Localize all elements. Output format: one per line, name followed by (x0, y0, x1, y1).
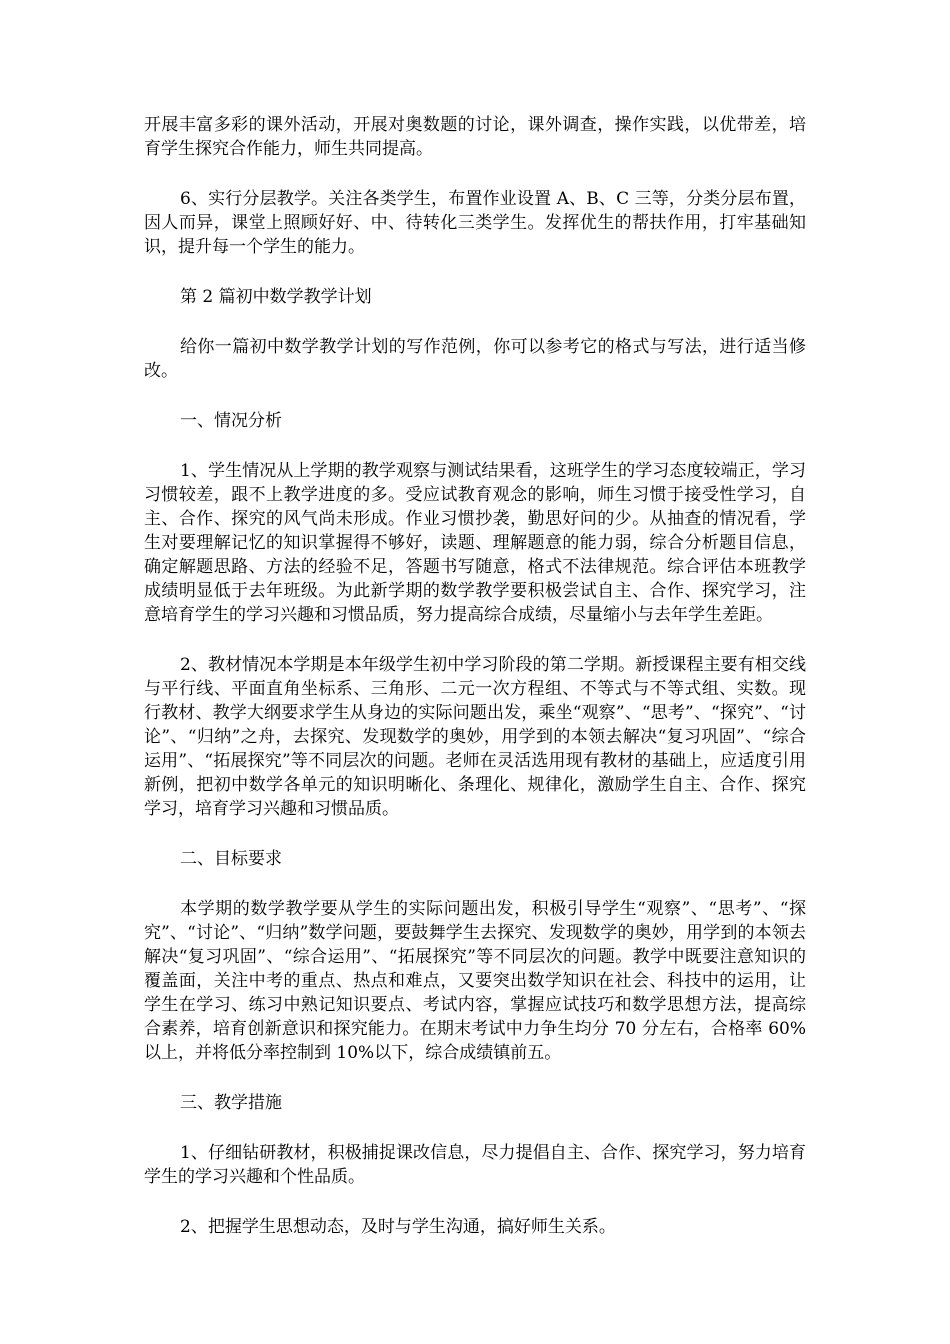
document-paragraph: 一、情况分析 (180, 411, 282, 431)
document-body (144, 113, 806, 1265)
document-paragraph: 2、教材情况本学期是本年级学生初中学习阶段的第二学期。新授课程主要有相交线与平行线、平面直角坐标系、三角形、二元一次方程组、不等式与不等式组、实数。现行教材、教学大纲要求学生从身边的实际问题出发，乘坐“观察”、“思考”、“探究”、“讨论”、“归纳”之舟，去探究、发现数学的奥妙，用学到的本领去解决“复习巩固”、“综合运用”、“拓展探究”等不同层次的问题。老师在灵活选用现有教材的基础上，应适度引用新例，把初中数学各单元的知识明晰化、条理化、规律化，激励学生自主、合作、探究学习，培育学习兴趣和习惯品质。 (144, 655, 806, 819)
document-paragraph: 三、教学措施 (180, 1093, 282, 1113)
document-paragraph: 1、学生情况从上学期的教学观察与测试结果看，这班学生的学习态度较端正，学习习惯较差，跟不上教学进度的多。受应试教育观念的影响，师生习惯于接受性学习，自主、合作、探究的风气尚未形成。作业习惯抄袭，勤思好问的少。从抽查的情况看，学生对要理解记忆的知识掌握得不够好，读题、理解题意的能力弱，综合分析题目信息，确定解题思路、方法的经验不足，答题书写随意，格式不法律规范。综合评估本班教学成绩明显低于去年班级。为此新学期的数学教学要积极尝试自主、合作、探究学习，注意培育学生的学习兴趣和习惯品质，努力提高综合成绩，尽量缩小与去年学生差距。 (144, 461, 806, 625)
document-paragraph: 6、实行分层教学。关注各类学生，布置作业设置 A、B、C 三等，分类分层布置，因人而异，课堂上照顾好好、中、待转化三类学生。发挥优生的帮扶作用，打牢基础知识，提升每一个学生的能力。 (144, 189, 806, 257)
document-paragraph: 本学期的数学教学要从学生的实际问题出发，积极引导学生“观察”、“思考”、“探究”、“讨论”、“归纳”数学问题，要鼓舞学生去探究、发现数学的奥妙，用学到的本领去解决“复习巩固”、“综合运用”、“拓展探究”等不同层次的问题。教学中既要注意知识的覆盖面，关注中考的重点、热点和难点，又要突出数学知识在社会、科技中的运用，让学生在学习、练习中熟记知识要点、考试内容，掌握应试技巧和数学思想方法，提高综合素养，培育创新意识和探究能力。在期末考试中力争生均分 70 分左右，合格率 60%以上，并将低分率控制到 10%以下，综合成绩镇前五。 (144, 899, 806, 1063)
document-paragraph: 2、把握学生思想动态，及时与学生沟通，搞好师生关系。 (180, 1217, 616, 1237)
document-paragraph: 开展丰富多彩的课外活动，开展对奥数题的讨论，课外调查，操作实践，以优带差，培育学生探究合作能力，师生共同提高。 (144, 115, 806, 159)
document-paragraph: 第 2 篇初中数学教学计划 (180, 287, 372, 307)
document-paragraph: 1、仔细钻研教材，积极捕捉课改信息，尽力提倡自主、合作、探究学习，努力培育学生的学习兴趣和个性品质。 (144, 1143, 806, 1187)
document-paragraph: 二、目标要求 (180, 849, 282, 869)
document-paragraph: 给你一篇初中数学教学计划的写作范例，你可以参考它的格式与写法，进行适当修改。 (144, 337, 806, 381)
